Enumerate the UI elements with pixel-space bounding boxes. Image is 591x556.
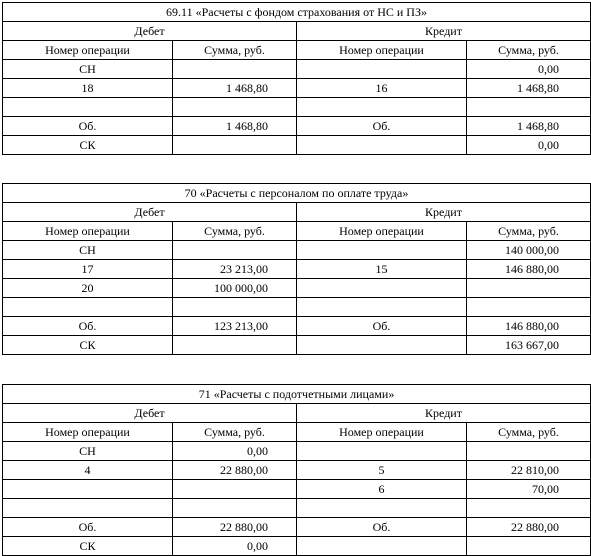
debit-op-cell: СН: [3, 241, 173, 260]
credit-sum-cell: 163 667,00: [467, 336, 591, 355]
debit-sum-cell: [173, 136, 297, 155]
column-header-row: [3, 423, 591, 442]
account-table-70: [2, 183, 591, 355]
debit-sum-cell: 123 213,00: [173, 317, 297, 336]
credit-op-cell: 5: [297, 461, 467, 480]
credit-sum-cell: 0,00: [467, 136, 591, 155]
debit-sum-cell: [173, 298, 297, 317]
credit-sum-cell: [467, 537, 591, 556]
table-row: [3, 79, 591, 98]
debit-op-cell: [3, 98, 173, 117]
debit-op-cell: [3, 499, 173, 518]
column-header-row: [3, 222, 591, 241]
table-row: [3, 98, 591, 117]
table-row: [3, 442, 591, 461]
table-title-row: [3, 184, 591, 203]
side-header-row: [3, 22, 591, 41]
credit-op-cell: [297, 136, 467, 155]
table-row: [3, 136, 591, 155]
credit-header: Кредит: [297, 22, 591, 41]
credit-sum-cell: 22 810,00: [467, 461, 591, 480]
debit-op-header: Номер операции: [3, 222, 173, 241]
credit-op-header: Номер операции: [297, 222, 467, 241]
credit-sum-cell: 146 880,00: [467, 317, 591, 336]
debit-sum-cell: 0,00: [173, 442, 297, 461]
debit-sum-cell: 1 468,80: [173, 79, 297, 98]
debit-sum-cell: [173, 241, 297, 260]
debit-sum-header: Сумма, руб.: [173, 423, 297, 442]
debit-op-header: Номер операции: [3, 41, 173, 60]
credit-sum-cell: 140 000,00: [467, 241, 591, 260]
credit-op-cell: [297, 279, 467, 298]
table-row: [3, 60, 591, 79]
debit-header: Дебет: [3, 404, 297, 423]
table-row: [3, 241, 591, 260]
credit-sum-cell: [467, 298, 591, 317]
account-title: 70 «Расчеты с персоналом по оплате труда»: [3, 184, 591, 203]
credit-op-cell: [297, 298, 467, 317]
debit-sum-cell: 23 213,00: [173, 260, 297, 279]
debit-op-cell: [3, 298, 173, 317]
debit-op-cell: Об.: [3, 317, 173, 336]
debit-op-cell: СК: [3, 136, 173, 155]
credit-sum-cell: [467, 499, 591, 518]
account-table-69-11: [2, 2, 591, 155]
table-row: [3, 537, 591, 556]
debit-sum-cell: 1 468,80: [173, 117, 297, 136]
credit-sum-cell: [467, 279, 591, 298]
table-row: [3, 298, 591, 317]
credit-header: Кредит: [297, 203, 591, 222]
debit-sum-cell: [173, 98, 297, 117]
debit-sum-cell: 22 880,00: [173, 518, 297, 537]
credit-op-cell: 6: [297, 480, 467, 499]
debit-sum-cell: [173, 60, 297, 79]
credit-sum-cell: 22 880,00: [467, 518, 591, 537]
side-header-row: [3, 404, 591, 423]
debit-sum-cell: [173, 480, 297, 499]
debit-op-cell: СК: [3, 336, 173, 355]
table-row: [3, 518, 591, 537]
credit-op-cell: [297, 336, 467, 355]
credit-op-cell: [297, 98, 467, 117]
credit-sum-header: Сумма, руб.: [467, 41, 591, 60]
table-row: [3, 260, 591, 279]
debit-op-cell: СК: [3, 537, 173, 556]
account-title: 71 «Расчеты с подотчетными лицами»: [3, 385, 591, 404]
debit-sum-cell: [173, 336, 297, 355]
credit-op-cell: 15: [297, 260, 467, 279]
debit-op-cell: 17: [3, 260, 173, 279]
credit-op-cell: [297, 241, 467, 260]
credit-op-header: Номер операции: [297, 423, 467, 442]
debit-header: Дебет: [3, 22, 297, 41]
debit-op-header: Номер операции: [3, 423, 173, 442]
debit-op-cell: 20: [3, 279, 173, 298]
credit-op-cell: [297, 499, 467, 518]
debit-op-cell: СН: [3, 60, 173, 79]
credit-sum-header: Сумма, руб.: [467, 222, 591, 241]
credit-header: Кредит: [297, 404, 591, 423]
debit-sum-header: Сумма, руб.: [173, 222, 297, 241]
credit-sum-header: Сумма, руб.: [467, 423, 591, 442]
table-row: [3, 499, 591, 518]
credit-op-cell: [297, 537, 467, 556]
table-row: [3, 461, 591, 480]
debit-sum-cell: 100 000,00: [173, 279, 297, 298]
credit-op-header: Номер операции: [297, 41, 467, 60]
debit-header: Дебет: [3, 203, 297, 222]
credit-sum-cell: [467, 442, 591, 461]
table-row: [3, 279, 591, 298]
debit-op-cell: [3, 480, 173, 499]
credit-sum-cell: 0,00: [467, 60, 591, 79]
table-row: [3, 480, 591, 499]
debit-sum-cell: [173, 499, 297, 518]
debit-op-cell: Об.: [3, 518, 173, 537]
debit-op-cell: 18: [3, 79, 173, 98]
credit-sum-cell: [467, 98, 591, 117]
debit-sum-cell: 0,00: [173, 537, 297, 556]
credit-sum-cell: 146 880,00: [467, 260, 591, 279]
credit-op-cell: Об.: [297, 117, 467, 136]
column-header-row: [3, 41, 591, 60]
debit-op-cell: 4: [3, 461, 173, 480]
credit-op-cell: Об.: [297, 317, 467, 336]
table-row: [3, 336, 591, 355]
credit-op-cell: [297, 442, 467, 461]
credit-sum-cell: 70,00: [467, 480, 591, 499]
side-header-row: [3, 203, 591, 222]
table-row: [3, 117, 591, 136]
debit-sum-header: Сумма, руб.: [173, 41, 297, 60]
credit-op-cell: 16: [297, 79, 467, 98]
account-title: 69.11 «Расчеты с фондом страхования от НС и ПЗ»: [3, 3, 591, 22]
table-title-row: [3, 385, 591, 404]
credit-op-cell: Об.: [297, 518, 467, 537]
debit-sum-cell: 22 880,00: [173, 461, 297, 480]
table-row: [3, 317, 591, 336]
credit-sum-cell: 1 468,80: [467, 117, 591, 136]
debit-op-cell: СН: [3, 442, 173, 461]
credit-op-cell: [297, 60, 467, 79]
debit-op-cell: Об.: [3, 117, 173, 136]
credit-sum-cell: 1 468,80: [467, 79, 591, 98]
table-title-row: [3, 3, 591, 22]
account-table-71: [2, 384, 591, 556]
